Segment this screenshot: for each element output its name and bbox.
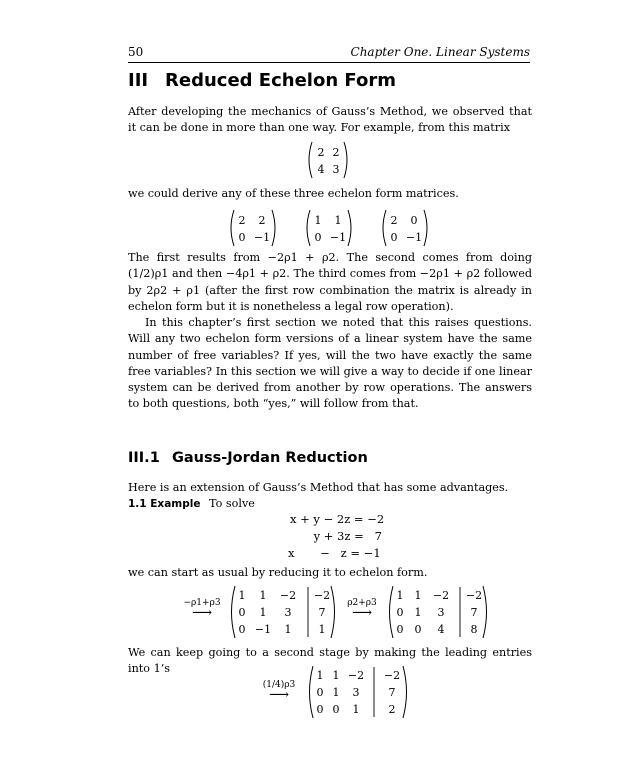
section-heading (128, 70, 396, 91)
augmented-matrix-2 (386, 584, 490, 640)
matrix-echelon-2 (304, 208, 354, 248)
matrix-cell: −1 (329, 231, 347, 244)
matrix-echelon-3 (380, 208, 430, 248)
aug-cell: 1 (259, 606, 267, 619)
aug-cell: −2 (347, 669, 365, 682)
row-op-2 (342, 598, 382, 621)
intro-paragraph-1: After developing the mechanics of Gauss’s Method, we observed that it can be done in more than one way. For example, from this matrix (128, 105, 532, 135)
matrix-start-cell: 3 (332, 163, 340, 176)
aug-cell: 0 (396, 623, 404, 636)
aug-cell: 1 (352, 703, 360, 716)
matrix-cell: 2 (390, 214, 398, 227)
aug-cell: 2 (388, 703, 396, 716)
aug-cell: 7 (470, 606, 478, 619)
intro-paragraph-4: In this chapter’s first section we noted that this raises questions. Will any two echelon form versions of a linear system have the same number of free variables? If yes, will the two have exactly the same free variables? In this section we will give a way to decide if one linear system can be derived from another by row operations. The answers to both questions, both “yes,” will follow from that. (128, 316, 532, 411)
row-op-3 (256, 680, 302, 703)
example-text: To solve (209, 497, 255, 510)
right-arrow-icon: ⟶ (191, 605, 213, 621)
aug-cell: 4 (437, 623, 445, 636)
aug-cell: −2 (279, 589, 297, 602)
aug-cell: 3 (352, 686, 360, 699)
system-equation-1: x + y − 2z = −2 (290, 512, 385, 526)
section-title: Reduced Echelon Form (165, 70, 396, 91)
right-arrow-icon: ⟶ (268, 687, 290, 703)
aug-cell: −2 (432, 589, 450, 602)
sub-paragraph-1: Here is an extension of Gauss’s Method that has some advantages. (128, 481, 509, 494)
example-line (128, 497, 255, 510)
aug-cell: −2 (465, 589, 483, 602)
intro-paragraph-3: The first results from −2ρ1 + ρ2. The second comes from doing (1/2)ρ1 and then −4ρ1 + ρ2. The third comes from −2ρ1 + ρ2 followed by 2ρ2 + ρ1 (after the first row combination the matrix is already in echelon form but it is nonetheless a legal row operation). (128, 251, 532, 313)
matrix-cell: 0 (314, 231, 322, 244)
intro-paragraph-2: we could derive any of these three echelon form matrices. (128, 187, 459, 200)
aug-cell: 1 (396, 589, 404, 602)
aug-cell: 1 (318, 623, 326, 636)
matrix-cell: 2 (258, 214, 266, 227)
aug-cell: 1 (316, 669, 324, 682)
aug-cell: 0 (316, 686, 324, 699)
aug-cell: 0 (238, 623, 246, 636)
matrix-start (306, 140, 350, 180)
system-equation-2: y + 3z = 7 (313, 529, 382, 543)
aug-cell: −2 (383, 669, 401, 682)
section-number: III (128, 70, 149, 91)
aug-cell: −2 (313, 589, 331, 602)
matrix-echelon-1 (228, 208, 278, 248)
aug-cell: 1 (259, 589, 267, 602)
aug-cell: −1 (254, 623, 272, 636)
system-equation-3: x − z = −1 (288, 546, 381, 560)
aug-cell: 1 (238, 589, 246, 602)
augmented-matrix-3 (306, 664, 410, 720)
row-op-2-label: ρ2+ρ3 (347, 598, 377, 608)
matrix-cell: 1 (334, 214, 342, 227)
matrix-cell: 0 (410, 214, 418, 227)
matrix-start-cell: 4 (317, 163, 325, 176)
aug-cell: 0 (316, 703, 324, 716)
matrix-cell: 1 (314, 214, 322, 227)
matrix-start-cell: 2 (332, 146, 340, 159)
aug-cell: 1 (414, 606, 422, 619)
matrix-cell: 0 (238, 231, 246, 244)
aug-cell: 1 (284, 623, 292, 636)
aug-cell: 0 (238, 606, 246, 619)
sub-paragraph-2: we can start as usual by reducing it to echelon form. (128, 566, 428, 579)
aug-cell: 3 (437, 606, 445, 619)
subsection-number: III.1 (128, 450, 160, 466)
matrix-cell: 0 (390, 231, 398, 244)
row-op-1 (178, 598, 226, 621)
matrix-start-cell: 2 (317, 146, 325, 159)
matrix-cell: −1 (405, 231, 423, 244)
aug-cell: 8 (470, 623, 478, 636)
augmented-matrix-1 (228, 584, 338, 640)
aug-cell: 0 (332, 703, 340, 716)
sub-paragraph-3: We can keep going to a second stage by making the leading entries into 1’s (128, 646, 532, 676)
aug-cell: 1 (332, 686, 340, 699)
aug-cell: 1 (414, 589, 422, 602)
example-label: 1.1 Example (128, 498, 201, 510)
row-op-3-label: (1/4)ρ3 (262, 680, 296, 690)
aug-cell: 7 (388, 686, 396, 699)
aug-cell: 7 (318, 606, 326, 619)
running-header: Chapter One. Linear Systems (350, 45, 530, 59)
matrix-cell: 2 (238, 214, 246, 227)
page-number: 50 (128, 45, 144, 59)
aug-cell: 3 (284, 606, 292, 619)
row-op-1-label: −ρ1+ρ3 (183, 598, 221, 608)
aug-cell: 0 (396, 606, 404, 619)
matrix-cell: −1 (253, 231, 271, 244)
aug-cell: 1 (332, 669, 340, 682)
aug-cell: 0 (414, 623, 422, 636)
right-arrow-icon: ⟶ (351, 605, 373, 621)
subsection-heading (128, 450, 368, 466)
subsection-title: Gauss-Jordan Reduction (172, 450, 368, 466)
header-rule (128, 62, 530, 63)
